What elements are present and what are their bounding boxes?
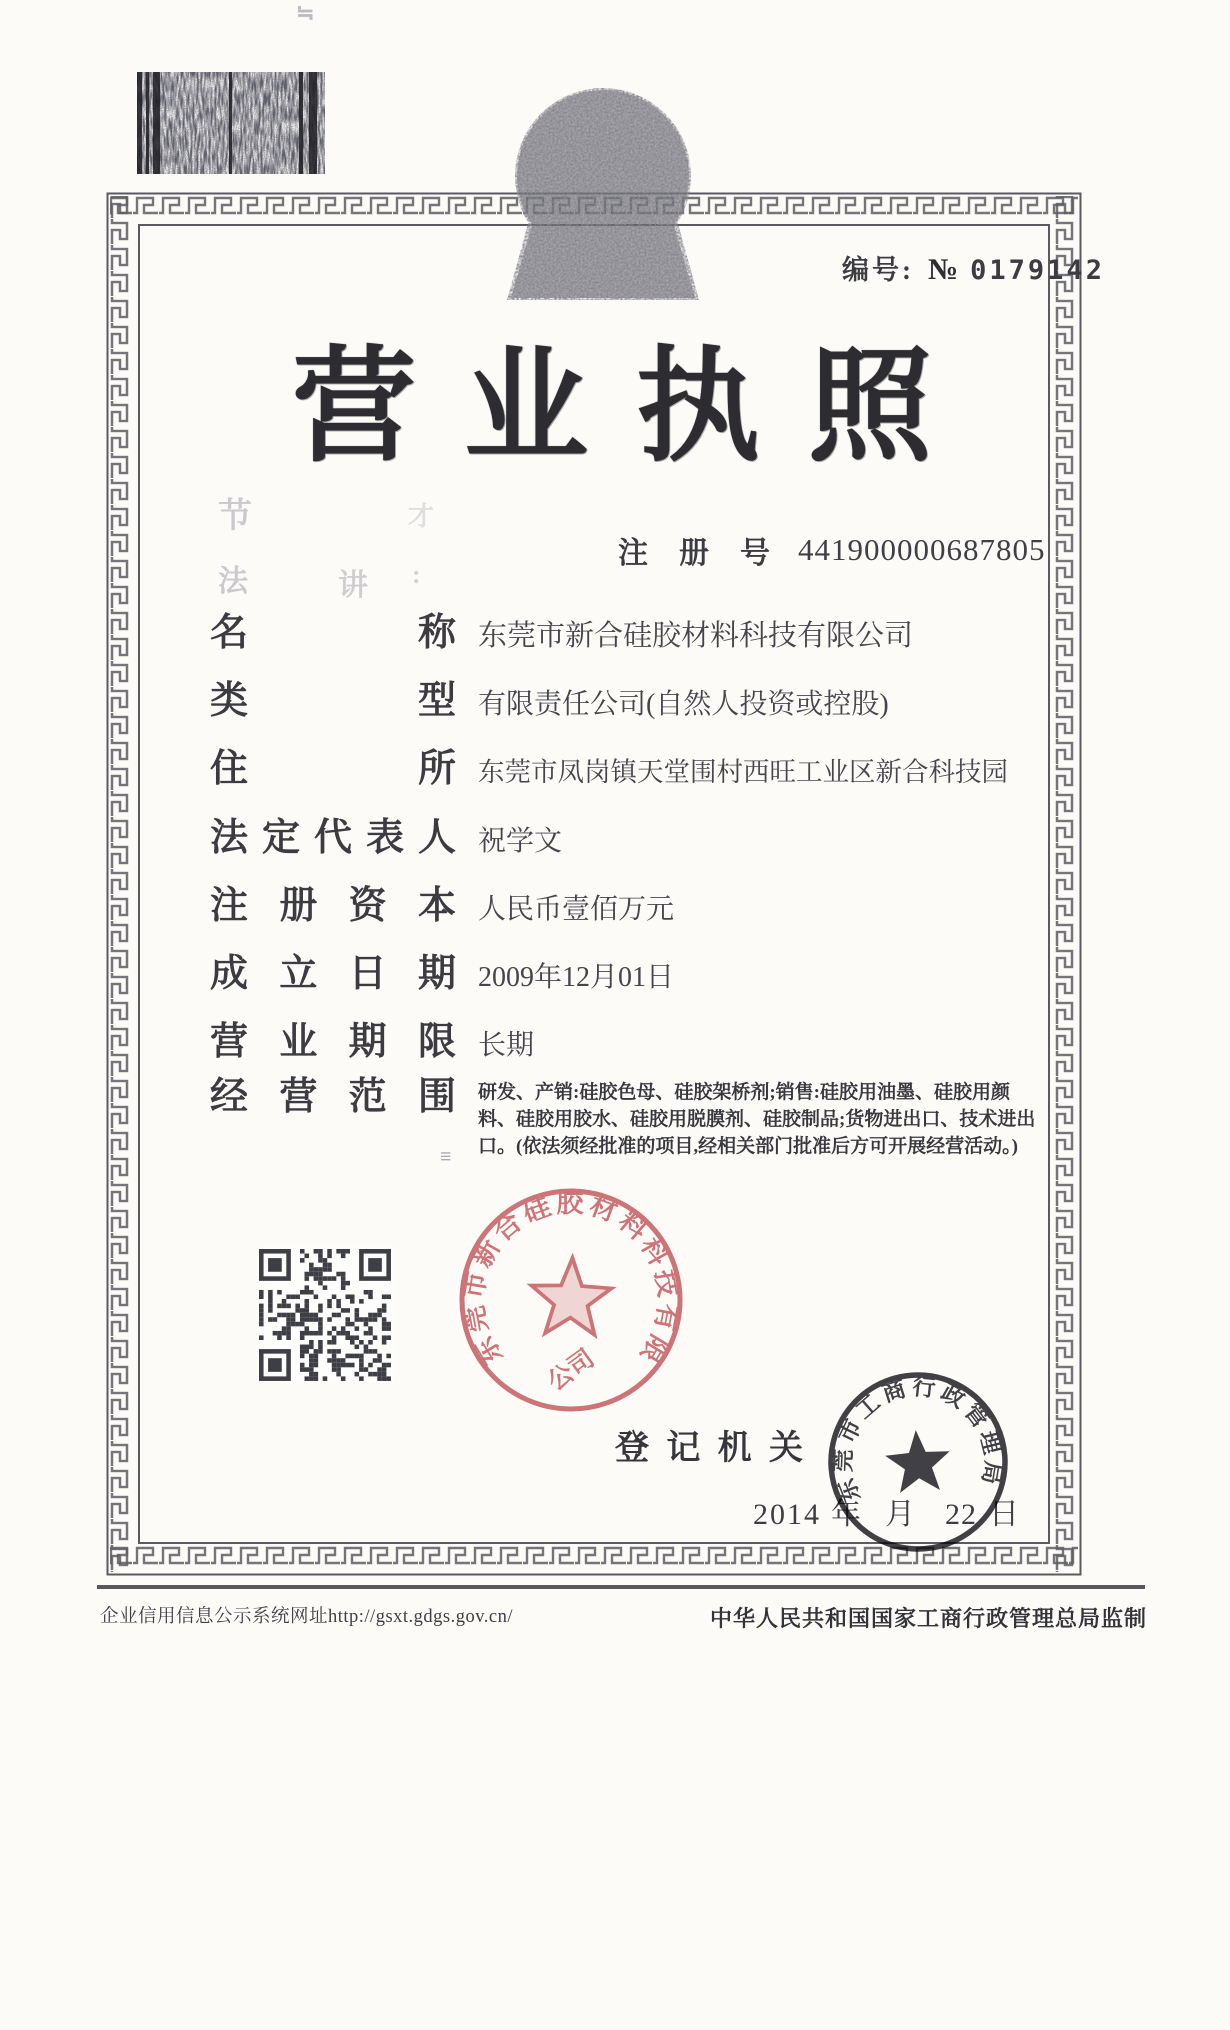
- registration-number-label: 注 册 号: [618, 537, 770, 570]
- field-label: 经 营 范 围: [210, 1076, 456, 1118]
- issue-date: [753, 1489, 1019, 1533]
- footer-issuing-authority: 中华人民共和国国家工商行政管理总局监制: [710, 1606, 1148, 1631]
- authority-seal-arc-text: 东莞市工商行政管理局: [830, 1374, 1006, 1506]
- company-seal-arc-text: 东莞市新合硅胶材料科技有限: [458, 1187, 684, 1371]
- registrar-label: 登 记 机 关: [615, 1430, 803, 1467]
- issue-day: 22: [945, 1498, 977, 1531]
- company-seal-bottom-text: 公司: [543, 1344, 600, 1397]
- footer-publicity-url: 企业信用信息公示系统网址http://gsxt.gdgs.gov.cn/: [100, 1607, 514, 1627]
- month-unit: 月: [885, 1498, 915, 1531]
- field-row-business-scope: [210, 1076, 1044, 1161]
- scan-artifact: 法: [218, 565, 248, 598]
- field-value: 祝学文: [478, 825, 563, 857]
- field-row-establishment-date: [210, 953, 674, 997]
- day-unit: 日: [989, 1498, 1019, 1531]
- field-label: 注 册 资 本: [210, 885, 456, 927]
- scan-artifact: 才: [408, 502, 435, 531]
- year-unit: 年: [831, 1498, 861, 1531]
- field-label: 类 型: [210, 680, 456, 722]
- issue-year: 2014: [753, 1498, 821, 1531]
- field-label: 营 业 期 限: [210, 1021, 456, 1063]
- scan-artifact: :: [412, 560, 421, 589]
- registration-number-row: [618, 528, 1046, 572]
- field-row-business-term: [210, 1021, 534, 1065]
- field-row-type: [210, 680, 889, 724]
- field-value: 2009年12月01日: [478, 961, 675, 993]
- serial-number-line: [842, 248, 1105, 287]
- field-row-legal-representative: [210, 817, 562, 861]
- field-label: 成 立 日 期: [210, 953, 456, 995]
- field-label: 名 称: [210, 612, 456, 654]
- field-label: 法 定 代 表 人: [210, 817, 456, 859]
- field-value: 长期: [478, 1029, 535, 1061]
- serial-label: 编号:: [842, 255, 914, 285]
- scan-artifact: 节: [218, 498, 252, 535]
- registration-number-value: 441900000687805: [798, 532, 1046, 567]
- sheet-edge-line: [97, 1585, 1145, 1589]
- field-row-registered-capital: [210, 885, 674, 929]
- barcode-image: [133, 64, 329, 182]
- field-value: 东莞市凤岗镇天堂围村西旺工业区新合科技园: [478, 757, 1008, 788]
- field-value: 有限责任公司(自然人投资或控股): [478, 688, 889, 720]
- numero-sign: №: [928, 253, 959, 286]
- field-value: 人民币壹佰万元: [478, 893, 675, 925]
- national-emblem: [503, 82, 703, 302]
- scan-artifact: 讲: [338, 569, 368, 602]
- scan-artifact: ≡: [440, 1146, 452, 1168]
- field-label: 住 所: [210, 748, 456, 790]
- scan-artifact: ≒: [296, 0, 315, 25]
- qr-code: [257, 1247, 393, 1383]
- serial-number: 0179142: [970, 255, 1105, 286]
- field-value: 东莞市新合硅胶材料科技有限公司: [478, 620, 914, 653]
- license-title: 营 业 执 照: [292, 338, 933, 476]
- field-value: 研发、产销:硅胶色母、硅胶架桥剂;销售:硅胶用油墨、硅胶用颜料、硅胶用胶水、硅胶用脱膜剂、硅胶制品;货物进出口、技术进出口。(依法须经批准的项目,经相关部门批准后方可开展经营活动。): [478, 1082, 1036, 1157]
- field-row-name: [210, 612, 913, 656]
- field-row-address: [210, 748, 1008, 792]
